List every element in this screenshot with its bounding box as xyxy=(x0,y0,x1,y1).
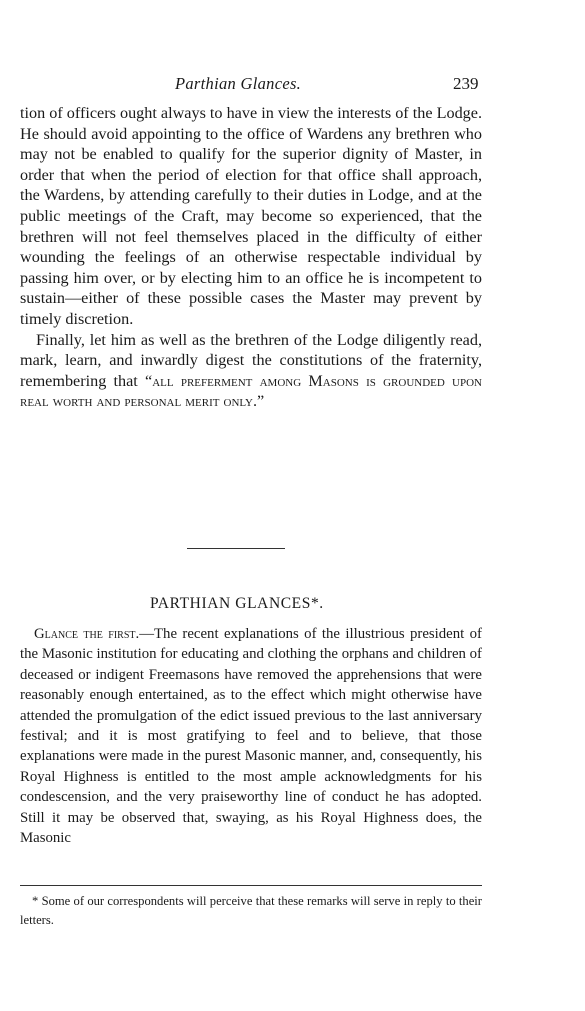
page-number: 239 xyxy=(453,74,479,93)
glance-body-text xyxy=(20,624,482,848)
paragraph-continued: tion of officers ought always to have in view the interests of the Lodge. He should avoid appointing to the office of Wardens any brethren who may not be enabled to qualify for the superior dignity of Master, in order that when the period of election for that office shall approach, the Wardens, by attending carefully to their duties in Lodge, and at the public meetings of the Craft, may become so experienced, that the brethren will not feel themselves placed in the difficulty of either wounding the feelings of an otherwise respectable individual by passing him over, or by electing him to an office he is incompetent to sustain—either of these possible cases the Master may prevent by timely discretion. xyxy=(20,104,482,328)
footnote-text: * Some of our correspondents will perceive that these remarks will serve in reply to their letters. xyxy=(20,894,482,927)
glance-first-paragraph xyxy=(20,624,482,848)
glance-lead: Glance the first. xyxy=(34,626,140,642)
glance-text: —The recent explanations of the illustrious president of the Masonic institution for educating and clothing the orphans and children of deceased or indigent Freemasons have removed the apprehensions that were reasonably enough entertained, as to the effect which might otherwise have attended the promulgation of the edict issued previous to the last anniversary festival; and it is most gratifying to feel and to believe, that those explanations were made in the purest Masonic manner, and, consequently, his Royal Highness is entitled to the most ample acknowledgments for his condescension, and the very praiseworthy line of conduct he has adopted. Still it may be observed that, swaying, as his Royal Highness does, the Masonic xyxy=(20,626,482,847)
paragraph-finally xyxy=(20,330,482,412)
section-title: PARTHIAN GLANCES*. xyxy=(150,595,324,612)
quoted-maxim: all preferment among Masons is grounded upon real worth and personal merit only. xyxy=(20,371,482,411)
section-divider xyxy=(187,548,285,549)
closing-quote: ” xyxy=(257,392,265,411)
running-title: Parthian Glances. xyxy=(175,74,302,93)
footnote xyxy=(20,892,482,930)
paragraph-finally-lead: Finally, let him as well as the brethren of the Lodge diligently read, mark, learn, and inwardly digest the constitutions of the fraternity, remembering that “ xyxy=(20,330,482,390)
continued-body-text xyxy=(20,103,482,412)
running-head xyxy=(0,74,585,98)
footnote-rule xyxy=(20,885,482,886)
